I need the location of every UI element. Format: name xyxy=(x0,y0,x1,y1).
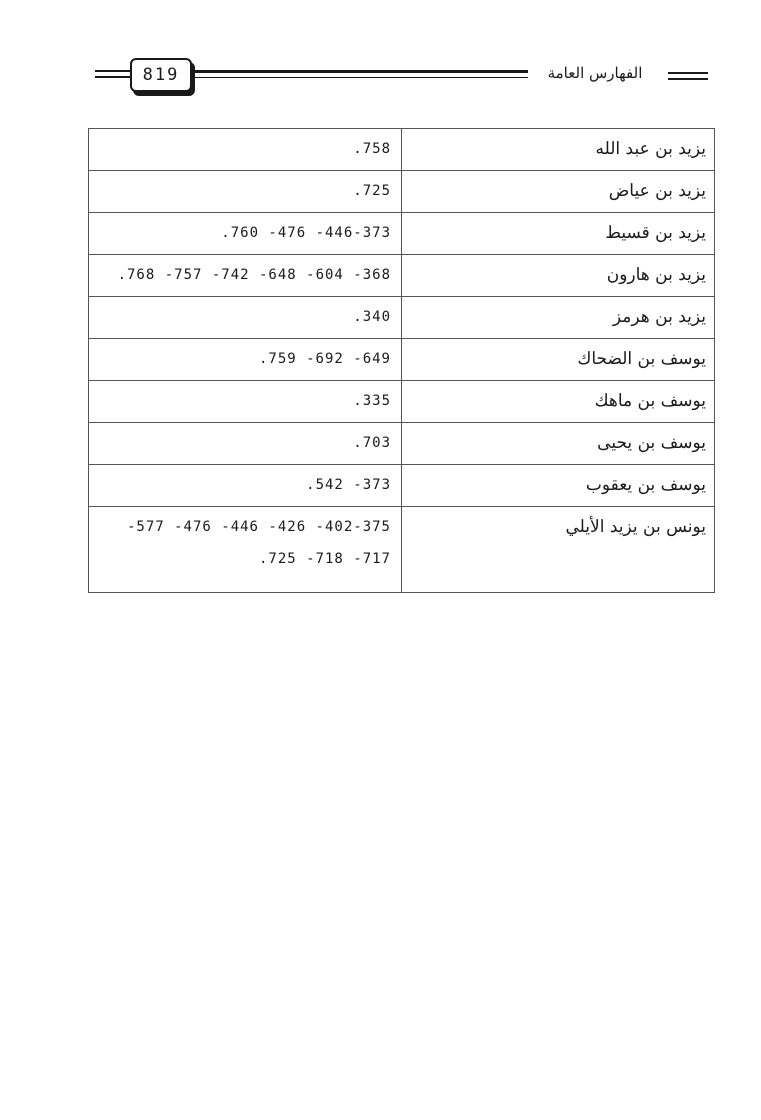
narrator-name: يوسف بن ماهك xyxy=(402,381,715,423)
narrator-name: يزيد بن هرمز xyxy=(402,297,715,339)
narrator-index-table xyxy=(88,128,715,593)
page-references xyxy=(89,423,402,465)
table-row xyxy=(89,213,715,255)
table-row xyxy=(89,297,715,339)
table-row xyxy=(89,171,715,213)
narrator-name: يوسف بن يعقوب xyxy=(402,465,715,507)
narrator-name: يزيد بن هارون xyxy=(402,255,715,297)
header-rule-right-top xyxy=(668,72,708,74)
narrator-name: يزيد بن عبد الله xyxy=(402,129,715,171)
header-rule-left-bottom xyxy=(95,76,131,78)
page-references xyxy=(89,171,402,213)
header-rule-left-top xyxy=(95,70,131,72)
table-row xyxy=(89,255,715,297)
page-ref-line: .725 -718 -717 xyxy=(258,551,391,567)
page-ref-line: .759 -692 -649 xyxy=(258,351,391,367)
narrator-name: يوسف بن الضحاك xyxy=(402,339,715,381)
page-ref-line: .703 xyxy=(353,435,391,451)
page-references xyxy=(89,255,402,297)
running-title: الفهارس العامة xyxy=(547,64,643,82)
page-references xyxy=(89,507,402,593)
table-row xyxy=(89,339,715,381)
page-references xyxy=(89,339,402,381)
narrator-name: يونس بن يزيد الأيلي xyxy=(402,507,715,593)
page-references xyxy=(89,465,402,507)
page-references xyxy=(89,129,402,171)
narrator-name: يزيد بن عياض xyxy=(402,171,715,213)
page-header xyxy=(0,0,761,110)
page-references xyxy=(89,297,402,339)
page-ref-line: .758 xyxy=(353,141,391,157)
page-references xyxy=(89,381,402,423)
narrator-name: يوسف بن يحيى xyxy=(402,423,715,465)
table-row xyxy=(89,465,715,507)
page-number: 819 xyxy=(130,58,192,92)
page-ref-line: .725 xyxy=(353,183,391,199)
table-row xyxy=(89,129,715,171)
page-ref-line: .768 -757 -742 -648 -604 -368 xyxy=(117,267,391,283)
page-ref-line: .335 xyxy=(353,393,391,409)
header-rule-middle-bottom xyxy=(192,77,528,78)
narrator-name: يزيد بن قسيط xyxy=(402,213,715,255)
page-ref-line: .340 xyxy=(353,309,391,325)
page-ref-line: -577 -476 -446 -426 -402-375 xyxy=(126,519,391,535)
table-row xyxy=(89,423,715,465)
table-row xyxy=(89,507,715,593)
header-rule-middle-top xyxy=(192,70,528,73)
table-row xyxy=(89,381,715,423)
page-ref-line: .760 -476 -446-373 xyxy=(221,225,391,241)
page-ref-line: .542 -373 xyxy=(306,477,391,493)
header-rule-right-bottom xyxy=(668,78,708,80)
page-references xyxy=(89,213,402,255)
